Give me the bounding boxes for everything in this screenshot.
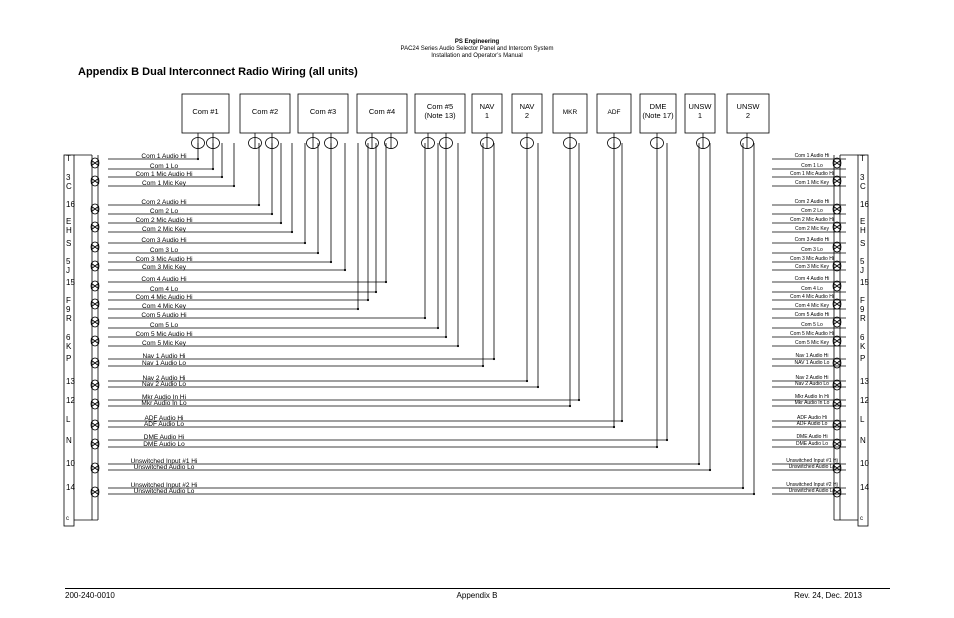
signal-label: ADF Audio Lo	[796, 421, 828, 427]
signal-label: Com 3 Lo	[801, 247, 823, 253]
radio-label: Com #1	[192, 107, 219, 116]
pin-label-right: 10	[860, 459, 869, 468]
signal-label: Com 2 Mic Key	[795, 226, 829, 232]
signal-label: Com 5 Mic Audio Hi	[790, 331, 834, 337]
footer-revision: Rev. 24, Dec. 2013	[794, 591, 862, 600]
signal-label: Mkr Audio In Lo	[794, 400, 830, 406]
pin-label-right: H	[860, 226, 866, 235]
signal-label: Com 4 Audio Hi	[141, 276, 187, 283]
pin-label-right: c	[860, 516, 863, 522]
signal-label: ADF Audio Hi	[796, 415, 828, 421]
pin-label-left: 9	[66, 305, 71, 314]
junction-dot	[482, 365, 484, 367]
signal-label: Nav 2 Audio Lo	[141, 381, 187, 388]
pin-label-left: 10	[66, 459, 75, 468]
signal-label: Com 2 Lo	[149, 208, 179, 215]
signal-label: DME Audio Hi	[796, 434, 828, 440]
signal-label: Com 1 Mic Audio Hi	[135, 171, 193, 178]
signal-label: Com 5 Lo	[801, 322, 823, 328]
signal-label: Com 1 Audio Hi	[141, 153, 187, 160]
signal-label: Unswitched Input #1 Hi	[786, 458, 838, 464]
junction-dot	[233, 185, 235, 187]
radio-label: NAV	[479, 102, 495, 111]
signal-label: Com 4 Audio Hi	[794, 276, 830, 282]
pin-label-right: S	[860, 239, 866, 248]
signal-label: Nav 1 Audio Hi	[795, 353, 829, 359]
junction-dot	[493, 358, 495, 360]
signal-label: Nav 2 Audio Hi	[795, 375, 829, 381]
junction-dot	[569, 405, 571, 407]
junction-dot	[304, 242, 306, 244]
radio-label: (Note 17)	[642, 111, 674, 120]
page-title: Appendix B Dual Interconnect Radio Wiring (all units)	[78, 66, 358, 78]
pin-label-left: H	[66, 226, 72, 235]
pin-label-right: N	[860, 436, 866, 445]
pin-label-right: L	[860, 415, 865, 424]
pin-label-right: 12	[860, 396, 869, 405]
junction-dot	[317, 252, 319, 254]
junction-dot	[385, 281, 387, 283]
junction-dot	[330, 261, 332, 263]
signal-label: Com 5 Audio Hi	[141, 312, 187, 319]
pin-label-left: 12	[66, 396, 75, 405]
radio-label: Com #3	[309, 107, 337, 116]
signal-label: Com 3 Mic Audio Hi	[790, 256, 834, 262]
signal-label: Com 3 Mic Key	[141, 264, 187, 271]
junction-dot	[537, 386, 539, 388]
radio-label: 2	[745, 111, 751, 120]
junction-dot	[375, 291, 377, 293]
pin-label-left: 6	[66, 333, 71, 342]
signal-label: Unswitched Audio Lo	[788, 464, 836, 470]
junction-dot	[445, 336, 447, 338]
pin-label-right: 9	[860, 305, 865, 314]
signal-label: DME Audio Lo	[143, 441, 185, 448]
pin-label-left: S	[66, 239, 72, 248]
header-product: PAC24 Series Audio Selector Panel and Intercom System	[400, 46, 554, 52]
header-company: PS Engineering	[454, 39, 500, 45]
signal-label: NAV 1 Audio Lo	[794, 360, 830, 366]
pin-label-left: F	[66, 296, 71, 305]
junction-dot	[578, 399, 580, 401]
junction-dot	[613, 426, 615, 428]
signal-label: Mkr Audio In Lo	[141, 400, 187, 407]
junction-dot	[698, 463, 700, 465]
footer-doc-number: 200-240-0010	[65, 591, 115, 600]
radio-label: UNSW	[736, 102, 760, 111]
signal-label: Nav 2 Audio Lo	[795, 381, 829, 387]
radio-label: MKR	[562, 109, 578, 116]
pin-label-right: P	[860, 354, 866, 363]
pin-label-right: F	[860, 296, 865, 305]
junction-dot	[437, 327, 439, 329]
signal-label: Com 4 Lo	[149, 286, 179, 293]
signal-label: Unswitched Audio Lo	[133, 464, 195, 471]
signal-label: Com 5 Lo	[149, 322, 179, 329]
signal-label: Com 3 Mic Audio Hi	[135, 256, 193, 263]
pin-label-left: 14	[66, 483, 75, 492]
signal-label: ADF Audio Lo	[143, 421, 185, 428]
signal-label: Com 5 Audio Hi	[794, 312, 830, 318]
pin-label-right: R	[860, 314, 866, 323]
junction-dot	[666, 439, 668, 441]
junction-dot	[621, 420, 623, 422]
junction-dot	[367, 299, 369, 301]
footer-rule	[65, 588, 890, 589]
signal-label: Com 5 Mic Audio Hi	[135, 331, 193, 338]
radio-label: 1	[484, 111, 490, 120]
signal-label: Com 4 Mic Key	[141, 303, 187, 310]
junction-dot	[212, 168, 214, 170]
signal-label: Com 1 Lo	[149, 163, 179, 170]
junction-dot	[271, 213, 273, 215]
pin-label-right: 15	[860, 278, 869, 287]
pin-label-right: 16	[860, 200, 869, 209]
signal-label: Com 3 Lo	[149, 247, 179, 254]
signal-label: Unswitched Input #1 Hi	[130, 458, 198, 465]
pin-label-right: 5	[860, 257, 865, 266]
pin-label-right: J	[860, 266, 864, 275]
pin-label-right: 14	[860, 483, 869, 492]
radio-label: ADF	[607, 109, 621, 116]
signal-label: ADF Audio Hi	[144, 415, 184, 422]
radio-label: UNSW	[688, 102, 712, 111]
signal-label: Com 2 Mic Key	[141, 226, 187, 233]
signal-label: Unswitched Input #2 Hi	[130, 482, 198, 489]
footer-section: Appendix B	[456, 591, 498, 600]
pin-label-left: R	[66, 314, 72, 323]
signal-label: Nav 1 Audio Hi	[142, 353, 186, 360]
signal-label: Com 2 Mic Audio Hi	[790, 217, 834, 223]
radio-label: Com #2	[251, 107, 279, 116]
junction-dot	[656, 446, 658, 448]
pin-label-left: K	[66, 342, 72, 351]
signal-label: Com 3 Audio Hi	[794, 237, 830, 243]
signal-label: Unswitched Audio Lo	[788, 488, 836, 494]
signal-label: Com 3 Audio Hi	[141, 237, 187, 244]
junction-dot	[424, 317, 426, 319]
radio-label: DME	[649, 102, 667, 111]
pin-label-left: P	[66, 354, 72, 363]
pin-label-left: 5	[66, 257, 71, 266]
signal-label: Com 4 Mic Key	[795, 303, 829, 309]
pin-label-left: E	[66, 217, 72, 226]
pin-label-right: E	[860, 217, 866, 226]
signal-label: Nav 2 Audio Hi	[142, 375, 186, 382]
pin-label-left: T	[66, 154, 71, 163]
signal-label: Com 2 Lo	[801, 208, 823, 214]
radio-label: Com #4	[368, 107, 396, 116]
pin-label-right: T	[860, 154, 865, 163]
signal-label: Com 1 Audio Hi	[794, 153, 830, 159]
signal-label: Mkr Audio In Hi	[141, 394, 187, 401]
pin-label-left: c	[66, 516, 69, 522]
signal-label: Com 3 Mic Key	[795, 264, 829, 270]
pin-label-left: C	[66, 182, 72, 191]
signal-label: Com 4 Lo	[801, 286, 823, 292]
junction-dot	[197, 158, 199, 160]
junction-dot	[258, 204, 260, 206]
signal-label: Unswitched Input #2 Hi	[786, 482, 838, 488]
junction-dot	[457, 345, 459, 347]
junction-dot	[526, 380, 528, 382]
signal-label: Com 4 Mic Audio Hi	[790, 294, 834, 300]
radio-label: 2	[524, 111, 530, 120]
pin-label-right: 3	[860, 173, 865, 182]
pin-label-right: 13	[860, 377, 869, 386]
signal-label: DME Audio Lo	[796, 441, 828, 447]
pin-label-left: N	[66, 436, 72, 445]
junction-dot	[221, 176, 223, 178]
signal-label: Com 5 Mic Key	[141, 340, 187, 347]
signal-label: Com 2 Audio Hi	[141, 199, 187, 206]
signal-label: Com 2 Mic Audio Hi	[135, 217, 193, 224]
junction-dot	[357, 308, 359, 310]
junction-dot	[753, 493, 755, 495]
pin-label-right: C	[860, 182, 866, 191]
signal-label: Com 4 Mic Audio Hi	[135, 294, 193, 301]
signal-label: Mkr Audio In Hi	[795, 394, 829, 400]
junction-dot	[280, 222, 282, 224]
radio-label: (Note 13)	[424, 111, 456, 120]
radio-label: Com #5	[426, 102, 454, 111]
junction-dot	[742, 487, 744, 489]
pin-label-left: J	[66, 266, 70, 275]
signal-label: Com 1 Lo	[801, 163, 823, 169]
junction-dot	[344, 269, 346, 271]
radio-label: NAV	[519, 102, 535, 111]
pin-label-left: 15	[66, 278, 75, 287]
junction-dot	[291, 231, 293, 233]
header-manual: Installation and Operator’s Manual	[431, 53, 523, 59]
pin-label-left: 3	[66, 173, 71, 182]
pin-label-left: 16	[66, 200, 75, 209]
signal-label: Com 1 Mic Key	[795, 180, 829, 186]
signal-label: Com 2 Audio Hi	[794, 199, 830, 205]
pin-label-right: K	[860, 342, 866, 351]
radio-label: 1	[697, 111, 703, 120]
signal-label: DME Audio Hi	[143, 434, 185, 441]
signal-label: Nav 1 Audio Lo	[141, 360, 187, 367]
signal-label: Unswitched Audio Lo	[133, 488, 195, 495]
pin-label-left: 13	[66, 377, 75, 386]
signal-label: Com 1 Mic Key	[141, 180, 187, 187]
signal-label: Com 1 Mic Audio Hi	[790, 171, 834, 177]
junction-dot	[709, 469, 711, 471]
pin-label-left: L	[66, 415, 71, 424]
pin-label-right: 6	[860, 333, 865, 342]
signal-label: Com 5 Mic Key	[795, 340, 829, 346]
